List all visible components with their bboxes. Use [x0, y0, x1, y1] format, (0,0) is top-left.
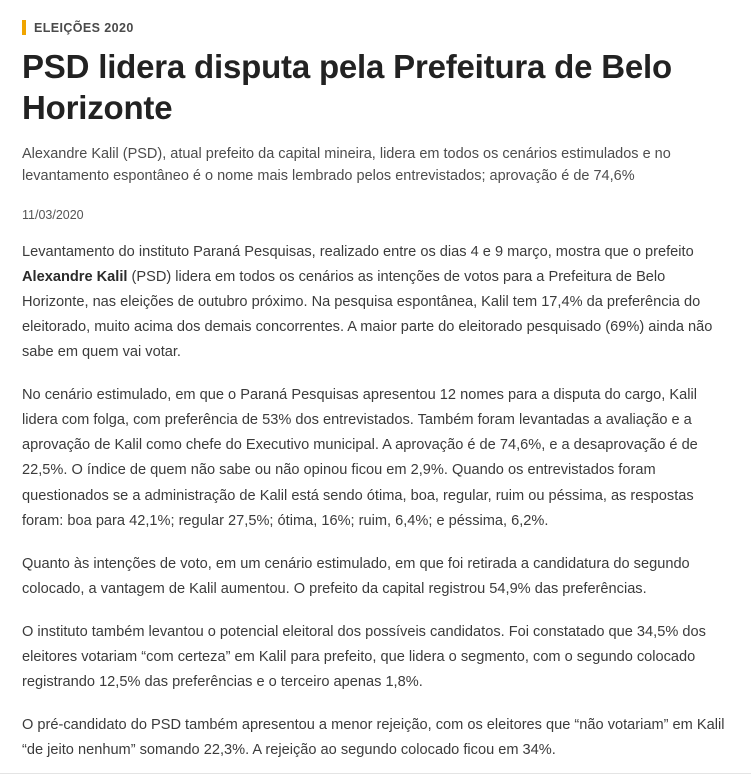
article-paragraph-4: O instituto também levantou o potencial eleitoral dos possíveis candidatos. Foi constatado que 34,5% dos eleitores votariam “com certeza” em Kalil para prefeito, que lidera o segmento, com o segundo colocado registrando 12,5% das preferências e o terceiro apenas 1,8%.	[22, 623, 706, 691]
kicker-accent-bar	[22, 20, 26, 35]
article-paragraph-3: Quanto às intenções de voto, em um cenário estimulado, em que foi retirada a candidatura do segundo colocado, a vantagem de Kalil aumentou. O prefeito da capital registrou 54,9% das preferências.	[22, 555, 690, 597]
paragraph-lead-text: Levantamento do instituto Paraná Pesquisas, realizado entre os dias 4 e 9 março, mostra que o prefeito	[22, 243, 694, 260]
article-standfirst: Alexandre Kalil (PSD), atual prefeito da capital mineira, lidera em todos os cenários estimulados e no levantamento espontâneo é o nome mais lembrado pelos entrevistados; aprovação é de 74,6%	[22, 146, 671, 184]
article-paragraph-2: No cenário estimulado, em que o Paraná Pesquisas apresentou 12 nomes para a disputa do cargo, Kalil lidera com folga, com preferência de 53% dos entrevistados. Também foram levantadas a avaliação e a aprovação de Kalil como chefe do Executivo municipal. A aprovação é de 74,6%, e a desaprovação é de 22,5%. O índice de quem não sabe ou não opinou ficou em 2,9%. Quando os entrevistados foram questionados se a administração de Kalil está sendo ótima, boa, regular, ruim ou péssima, as respostas foram: boa para 42,1%; regular 27,5%; ótima, 16%; ruim, 6,4%; e péssima, 6,2%.	[22, 387, 698, 529]
article-paragraph-1	[22, 240, 729, 365]
paragraph-rest-text: (PSD) lidera em todos os cenários as intenções de votos para a Prefeitura de Belo Horizonte, nas eleições de outubro próximo. Na pesquisa espontânea, Kalil tem 17,4% da preferência do eleitorado, muito acima dos demais concorrentes. A maior parte do eleitorado pesquisado (69%) ainda não sabe em quem vai votar.	[22, 268, 713, 361]
publish-date: 11/03/2020	[22, 207, 84, 222]
article-body	[22, 240, 729, 764]
kicker-label[interactable]: ELEIÇÕES 2020	[34, 20, 134, 35]
page-title: PSD lidera disputa pela Prefeitura de Belo Horizonte	[22, 48, 672, 126]
person-name-highlight: Alexandre Kalil	[22, 268, 128, 285]
kicker	[22, 20, 729, 35]
article-paragraph-5: O pré-candidato do PSD também apresentou a menor rejeição, com os eleitores que “não votariam” em Kalil “de jeito nenhum” somando 22,3%. A rejeição ao segundo colocado ficou em 34%.	[22, 717, 725, 759]
